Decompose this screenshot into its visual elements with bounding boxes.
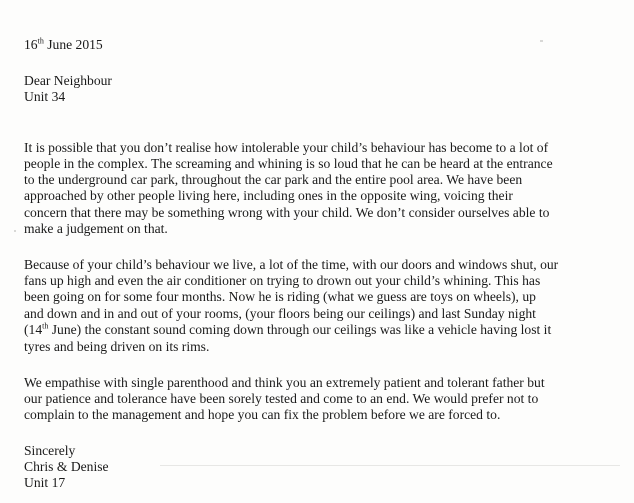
recipient-unit: Unit 34 bbox=[24, 89, 66, 104]
paragraph-line: make a judgement on that. bbox=[24, 221, 168, 236]
signoff: Sincerely bbox=[24, 443, 76, 458]
paragraph-line: We empathise with single parenthood and think you an extremely patient and tolerant father but bbox=[24, 375, 545, 390]
paragraph-line: concern that there may be something wrong with your child. We don’t consider ourselves able to bbox=[24, 205, 550, 220]
paragraph-line: people in the complex. The screaming and whining is so loud that he can be heard at the entrance bbox=[24, 156, 553, 171]
paragraph-line: and down and in and out of your rooms, (your floors being our ceilings) and last Sunday night bbox=[24, 306, 536, 321]
paragraph-line: fans up high and even the air conditioner on trying to drown out your child’s whining. This has bbox=[24, 273, 541, 288]
paragraph-line: been going on for some four months. Now he is riding (what we guess are toys on wheels), up bbox=[24, 289, 536, 304]
paragraph-line: approached by other people living here, including ones in the opposite wing, voicing their bbox=[24, 188, 513, 203]
paragraph-line: our patience and tolerance have been sorely tested and come to an end. We would prefer not to bbox=[24, 391, 539, 406]
paragraph-line: It is possible that you don’t realise how intolerable your child’s behaviour has become to a lot of bbox=[24, 140, 549, 155]
scan-edge-mark bbox=[160, 465, 620, 466]
paragraph-line: complain to the management and hope you can fix the problem before we are forced to. bbox=[24, 407, 501, 422]
salutation: Dear Neighbour bbox=[24, 73, 112, 88]
paragraph-line: Because of your child’s behaviour we live, a lot of the time, with our doors and windows shut, our bbox=[24, 257, 559, 272]
paragraph-line: (14th June) the constant sound coming down through our ceilings was like a vehicle having lost it bbox=[24, 321, 552, 337]
signature-names: Chris & Denise bbox=[24, 459, 109, 474]
sender-unit: Unit 17 bbox=[24, 475, 66, 490]
scan-speck bbox=[14, 230, 16, 232]
scan-speck bbox=[540, 40, 543, 42]
paragraph-line: tyres and being driven on its rims. bbox=[24, 339, 210, 354]
paragraph-line: to the underground car park, throughout the car park and the entire pool area. We have been bbox=[24, 172, 523, 187]
letter-date: 16th June 2015 bbox=[24, 36, 103, 52]
